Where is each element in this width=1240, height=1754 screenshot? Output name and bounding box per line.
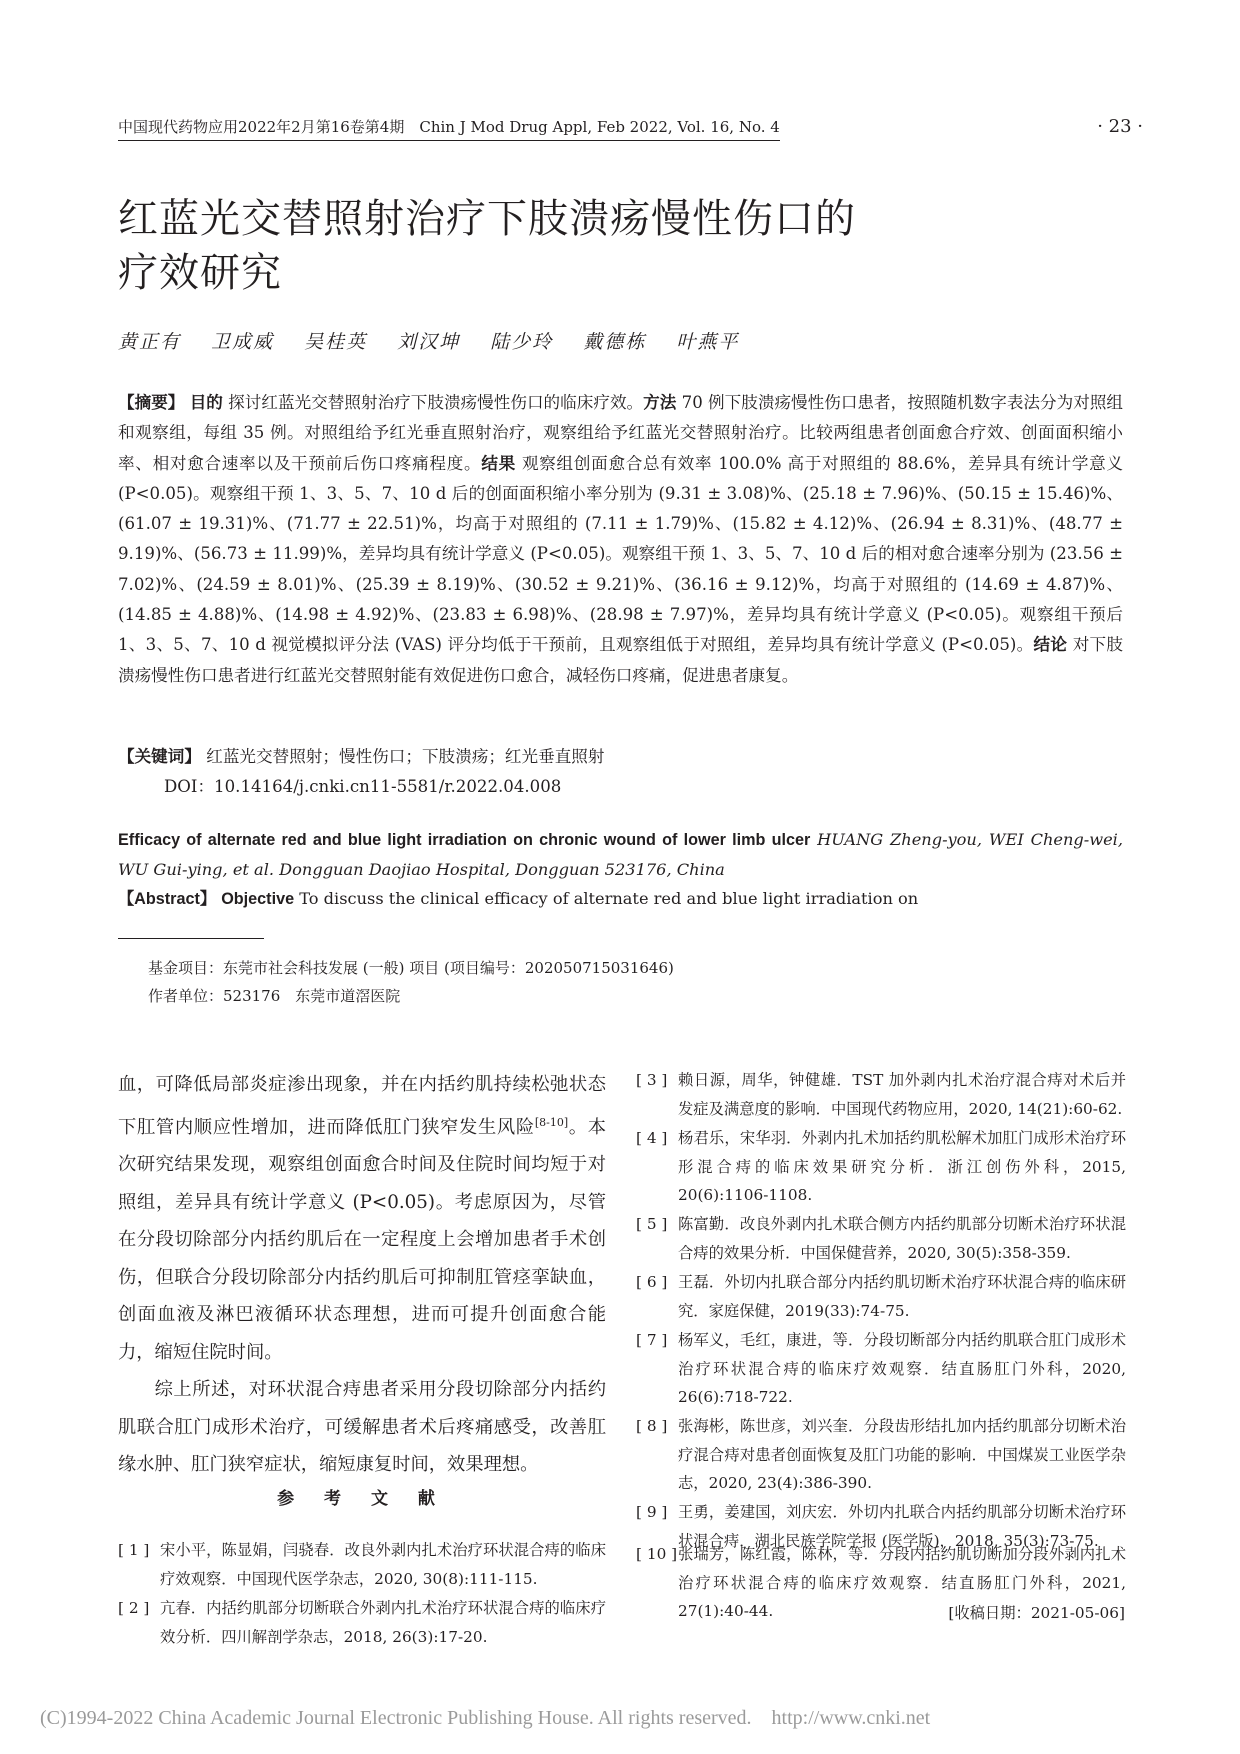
english-abstract (118, 884, 1123, 914)
english-objective-label: Objective (221, 890, 295, 908)
abstract-label: 【摘要】 (118, 393, 185, 412)
reference-item: [ 9 ] 王勇，姜建国，刘庆宏．外切内扎联合内括约肌部分切断术治疗环状混合痔．湖北民族学院学报 (医学版)，2018, 35(3):73-75. (636, 1503, 1126, 1550)
page-number: · 23 · (1097, 116, 1143, 137)
article-title (118, 192, 1118, 300)
author-list (118, 327, 1018, 354)
keywords-text: 红蓝光交替照射；慢性伤口；下肢溃疡；红光垂直照射 (206, 747, 605, 766)
author: 陆少玲 (490, 331, 554, 353)
journal-citation: 中国现代药物应用2022年2月第16卷第4期 Chin J Mod Drug Appl, Feb 2022, Vol. 16, No. 4 (118, 114, 780, 141)
english-title-block (118, 825, 1123, 885)
fund-footnote: 基金项目：东莞市社会科技发展 (一般) 项目 (项目编号：202050715031646) (148, 959, 674, 977)
reference-item: [ 10 ] 张瑞芳，陈红霞，陈林，等．分段内括约肌切断加分段外剥内扎术治疗环状混合痔的临床疗效观察．结直肠肛门外科，2021, 27(1):40-44. (636, 1545, 1126, 1620)
citation: [8-10] (534, 1115, 569, 1129)
doi: DOI：10.14164/j.cnki.cn11-5581/r.2022.04.008 (164, 777, 562, 796)
conclusion-label: 结论 (1033, 635, 1068, 655)
affiliation-footnote: 作者单位：523176 东莞市道滘医院 (148, 987, 401, 1005)
methods-label: 方法 (643, 393, 677, 412)
author: 戴德栋 (583, 331, 647, 353)
author: 叶燕平 (676, 331, 740, 353)
objective-label: 目的 (189, 393, 223, 412)
keywords (118, 742, 1123, 772)
references-heading: 参 考 文 献 (277, 1489, 447, 1509)
author: 刘汉坤 (397, 331, 461, 353)
body-paragraph: 综上所述，对环状混合痔患者采用分段切除部分内括约肌联合肛门成形术治疗，可缓解患者术后疼痛感受，改善肛缘水肿、肛门狭窄症状，缩短康复时间，效果理想。 (118, 1379, 606, 1476)
english-objective-text: To discuss the clinical efficacy of alternate red and blue light irradiation on (299, 889, 919, 908)
body-text-left (118, 1066, 606, 1484)
author: 吴桂英 (304, 331, 368, 353)
reference-item: [ 8 ] 张海彬，陈世彦，刘兴奎．分段齿形结扎加内括约肌部分切断术治疗混合痔对患者创面恢复及肛门功能的影响．中国煤炭工业医学杂志，2020, 23(4):386-390. (636, 1417, 1126, 1492)
results-label: 结果 (481, 453, 516, 473)
received-date: [收稿日期：2021-05-06] (948, 1604, 1125, 1622)
reference-item: [ 1 ] 宋小平，陈显娟，闫骁春．改良外剥内扎术治疗环状混合痔的临床疗效观察．中国现代医学杂志，2020, 30(8):111-115. (118, 1541, 606, 1588)
reference-item: [ 5 ] 陈富勤．改良外剥内扎术联合侧方内括约肌部分切断术治疗环状混合痔的效果分析．中国保健营养，2020, 30(5):358-359. (636, 1215, 1126, 1262)
results-text: 观察组创面愈合总有效率 100.0% 高于对照组的 88.6%，差异具有统计学意义 (P<0.05)。观察组干预 1、3、5、7、10 d 后的创面面积缩小率分别为 (9.31 ± 3.08)%、(25.18 ± 7.96)%、(50.15 ± 15.46)%、(61.07 ± 19.31)%、(71.77 ± 22.51)%，均高于对照组的 (7.11 ± 1.79)%、(15.82 ± 4.12)%、(26.94 ± 8.31)%、(48.77 ± 9.19)%、(56.73 ± 11.99)%，差异均具有统计学意义 (P<0.05)。观察组干预 1、3、5、7、10 d 后的相对愈合速率分别为 (23.56 ± 7.02)%、(24.59 ± 8.01)%、(25.39 ± 8.19)%、(30.52 ± 9.21)%、(36.16 ± 9.12)%，均高于对照组的 (14.69 ± 4.87)%、(14.85 ± 4.88)%、(14.98 ± 4.92)%、(23.83 ± 6.98)%、(28.98 ± 7.97)%，差异均具有统计学意义 (P<0.05)。观察组干预后 1、3、5、7、10 d 视觉模拟评分法 (VAS) 评分均低于干预前，且观察组低于对照组，差异均具有统计学意义 (P<0.05)。 (118, 453, 1124, 655)
footnote-rule (118, 938, 264, 939)
running-header (118, 114, 1143, 140)
methods-text: 70 例下肢溃疡慢性伤口患者，按照随机数字表法分为对照组和观察组，每组 35 例。对照组给予红光垂直照射治疗，观察组给予红蓝光交替照射治疗。比较两组患者创面愈合疗效、创面面积缩小率、相对愈合速率以及干预前后伤口疼痛程度。 (118, 393, 1124, 473)
objective-text: 探讨红蓝光交替照射治疗下肢溃疡慢性伤口的临床疗效。 (228, 393, 644, 412)
reference-item: [ 2 ] 亢春．内括约肌部分切断联合外剥内扎术治疗环状混合痔的临床疗效分析．四川解剖学杂志，2018, 26(3):17-20. (118, 1599, 606, 1646)
english-abstract-label: 【Abstract】 (118, 890, 217, 908)
english-title: Efficacy of alternate red and blue light irradiation on chronic wound of lower limb ulcer (118, 831, 811, 849)
keywords-label: 【关键词】 (118, 747, 201, 766)
reference-item: [ 7 ] 杨军义，毛红，康进，等．分段切断部分内括约肌联合肛门成形术治疗环状混合痔的临床疗效观察．结直肠肛门外科，2020, 26(6):718-722. (636, 1331, 1126, 1406)
reference-item: [ 4 ] 杨君乐，宋华羽．外剥内扎术加括约肌松解术加肛门成形术治疗环形混合痔的临床效果研究分析．浙江创伤外科，2015, 20(6):1106-1108. (636, 1129, 1126, 1204)
conclusion-text: 对下肢溃疡慢性伤口患者进行红蓝光交替照射能有效促进伤口愈合，减轻伤口疼痛，促进患者康复。 (118, 635, 1123, 685)
title-line-2: 疗效研究 (118, 250, 282, 296)
author: 黄正有 (118, 331, 182, 353)
reference-item: [ 3 ] 赖日源，周华，钟健雄．TST 加外剥内扎术治疗混合痔对术后并发症及满意度的影响．中国现代药物应用，2020, 14(21):60-62. (636, 1071, 1126, 1118)
reference-item: [ 6 ] 王磊．外切内扎联合部分内括约肌切断术治疗环状混合痔的临床研究．家庭保健，2019(33):74-75. (636, 1273, 1126, 1320)
body-paragraph: 血，可降低局部炎症渗出现象，并在内括约肌持续松弛状态下肛管内顺应性增加，进而降低肛门狭窄发生风险[8-10]。本次研究结果发现，观察组创面愈合时间及住院时间均短于对照组，差异具有统计学意义 (P<0.05)。考虑原因为，尽管在分段切除部分内括约肌后在一定程度上会增加患者手术创伤，但联合分段切除部分内括约肌后可抑制肛管痉挛缺血，创面血液及淋巴液循环状态理想，进而可提升创面愈合能力，缩短住院时间。 (118, 1074, 607, 1363)
english-authors: HUANG Zheng-you, WEI Cheng-wei, WU Gui-ying, et al. Dongguan Daojiao Hospital, Dongguan 523176, China (118, 830, 1123, 879)
abstract-cn (118, 388, 1123, 691)
copyright-notice: (C)1994-2022 China Academic Journal Electronic Publishing House. All rights reserved. http://www.cnki.net (40, 1707, 931, 1729)
author: 卫成威 (211, 331, 275, 353)
title-line-1: 红蓝光交替照射治疗下肢溃疡慢性伤口的 (118, 196, 856, 242)
